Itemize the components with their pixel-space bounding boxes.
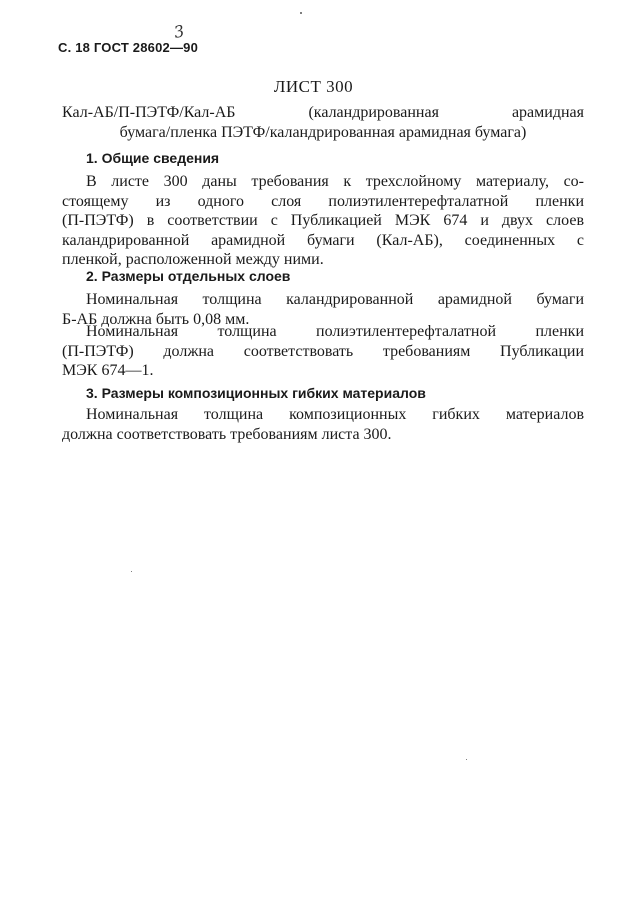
scan-speck [131, 571, 132, 572]
paragraph-line: стоящему из одного слоя полиэтилентерефталатной пленки [62, 192, 584, 210]
sheet-title: ЛИСТ 300 [273, 77, 354, 96]
subtitle-line: бумага/пленка ПЭТФ/каландрированная арамидная бумага) [119, 124, 527, 141]
paragraph-line: В листе 300 даны требования к трехслойному материалу, со- [86, 173, 584, 190]
paragraph-line: каландрированной арамидной бумаги (Кал-АБ), соединенных с [62, 231, 584, 249]
section-heading: 1. Общие сведения [86, 150, 220, 166]
section-heading: 2. Размеры отдельных слоев [86, 268, 291, 284]
page-header: С. 18 ГОСТ 28602—90 [58, 40, 199, 55]
paragraph-line: Номинальная толщина каландрированной арамидной бумаги [86, 291, 584, 308]
sheet-subtitle [62, 103, 584, 143]
paragraph-line: (П-ПЭТФ) должна соответствовать требованиям Публикации [62, 342, 584, 360]
paragraph-line: МЭК 674—1. [62, 362, 154, 379]
paragraph-line: Номинальная толщина полиэтилентерефталатной пленки [86, 323, 584, 340]
handwritten-page-mark: 3 [172, 21, 187, 42]
paragraph-line: пленкой, расположенной между ними. [62, 251, 324, 268]
paragraph-line: (П-ПЭТФ) в соответствии с Публикацией МЭК 674 и двух слоев [62, 212, 584, 229]
section-paragraph [62, 322, 584, 381]
paragraph-line: Б-АБ должна быть 0,08 мм. [62, 310, 250, 328]
paragraph-line: должна соответствовать требованиям листа 300. [62, 425, 392, 443]
subtitle-line: Кал-АБ/П-ПЭТФ/Кал-АБ (каландрированная арамидная [62, 104, 584, 121]
section-paragraph [62, 172, 584, 270]
section-heading: 3. Размеры композиционных гибких материалов [86, 385, 426, 401]
paragraph-line: Номинальная толщина композиционных гибких материалов [86, 406, 584, 423]
scan-speck [300, 12, 302, 14]
section-paragraph [62, 405, 584, 444]
scan-speck [466, 759, 467, 760]
